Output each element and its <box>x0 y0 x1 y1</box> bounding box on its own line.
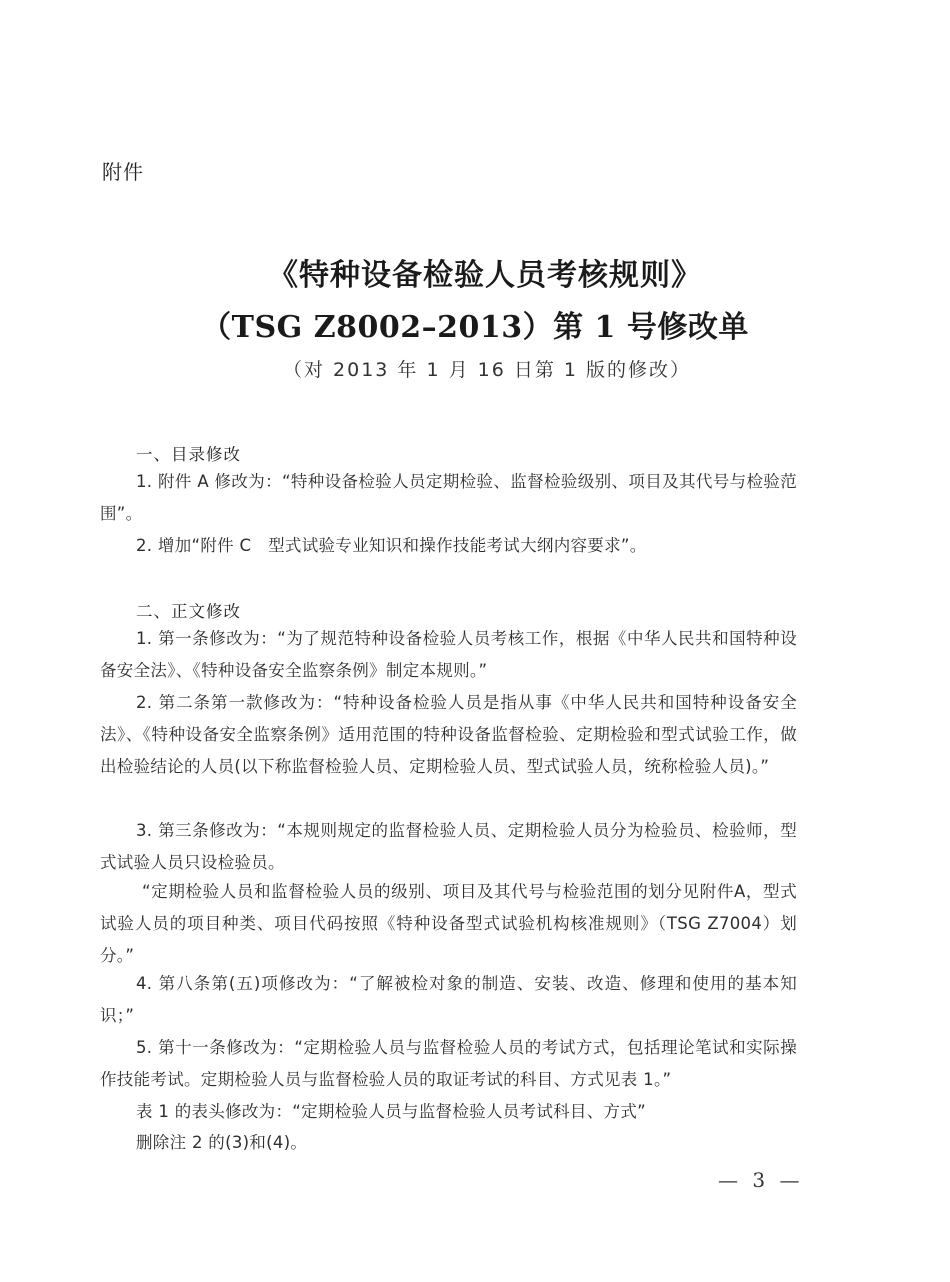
section2-item-3-continued: “定期检验人员和监督检验人员的级别、项目及其代号与检验范围的划分见附件A，型式试验人员的项目种类、项目代码按照《特种设备型式试验机构核准规则》（TSG Z7004）划分。” <box>100 882 797 965</box>
section2-item-5: 5. 第十一条修改为：“定期检验人员与监督检验人员的考试方式，包括理论笔试和实际操作技能考试。定期检验人员与监督检验人员的取证考试的科目、方式见表 1。” <box>100 1038 797 1089</box>
attachment-label: 附件 <box>102 160 144 184</box>
section1-heading: 一、目录修改 <box>136 445 241 464</box>
document-subtitle: （对 2013 年 1 月 16 日第 1 版的修改） <box>282 359 692 381</box>
section2-item-4: 4. 第八条第(五)项修改为：“了解被检对象的制造、安装、改造、修理和使用的基本知识；” <box>100 974 797 1025</box>
section2-item-1: 1. 第一条修改为：“为了规范特种设备检验人员考核工作，根据《中华人民共和国特种设备安全法》、《特种设备安全监察条例》制定本规则。” <box>100 629 797 680</box>
page-number: — 3 — <box>718 1168 804 1192</box>
section1-item-2: 2. 增加“附件 C 型式试验专业知识和操作技能考试大纲内容要求”。 <box>136 536 647 555</box>
delete-note-line: 删除注 2 的(3)和(4)。 <box>136 1133 308 1152</box>
section2-item-2: 2. 第二条第一款修改为：“特种设备检验人员是指从事《中华人民共和国特种设备安全法》、《特种设备安全监察条例》适用范围的特种设备监督检验、定期检验和型式试验工作，做出检验结论的人员(以下称监督检验人员、定期检验人员、型式试验人员，统称检验人员)。” <box>100 693 797 776</box>
section1-item-1: 1. 附件 A 修改为：“特种设备检验人员定期检验、监督检验级别、项目及其代号与检验范围”。 <box>100 472 797 523</box>
document-title-line2: （TSG Z8002–2013）第 1 号修改单 <box>201 310 749 345</box>
document-title-line1: 《特种设备检验人员考核规则》 <box>268 258 702 293</box>
section2-heading: 二、正文修改 <box>136 602 241 621</box>
section2-item-3: 3. 第三条修改为：“本规则规定的监督检验人员、定期检验人员分为检验员、检验师，型式试验人员只设检验员。 <box>100 821 797 872</box>
table-header-revision: 表 1 的表头修改为：“定期检验人员与监督检验人员考试科目、方式” <box>136 1102 646 1121</box>
